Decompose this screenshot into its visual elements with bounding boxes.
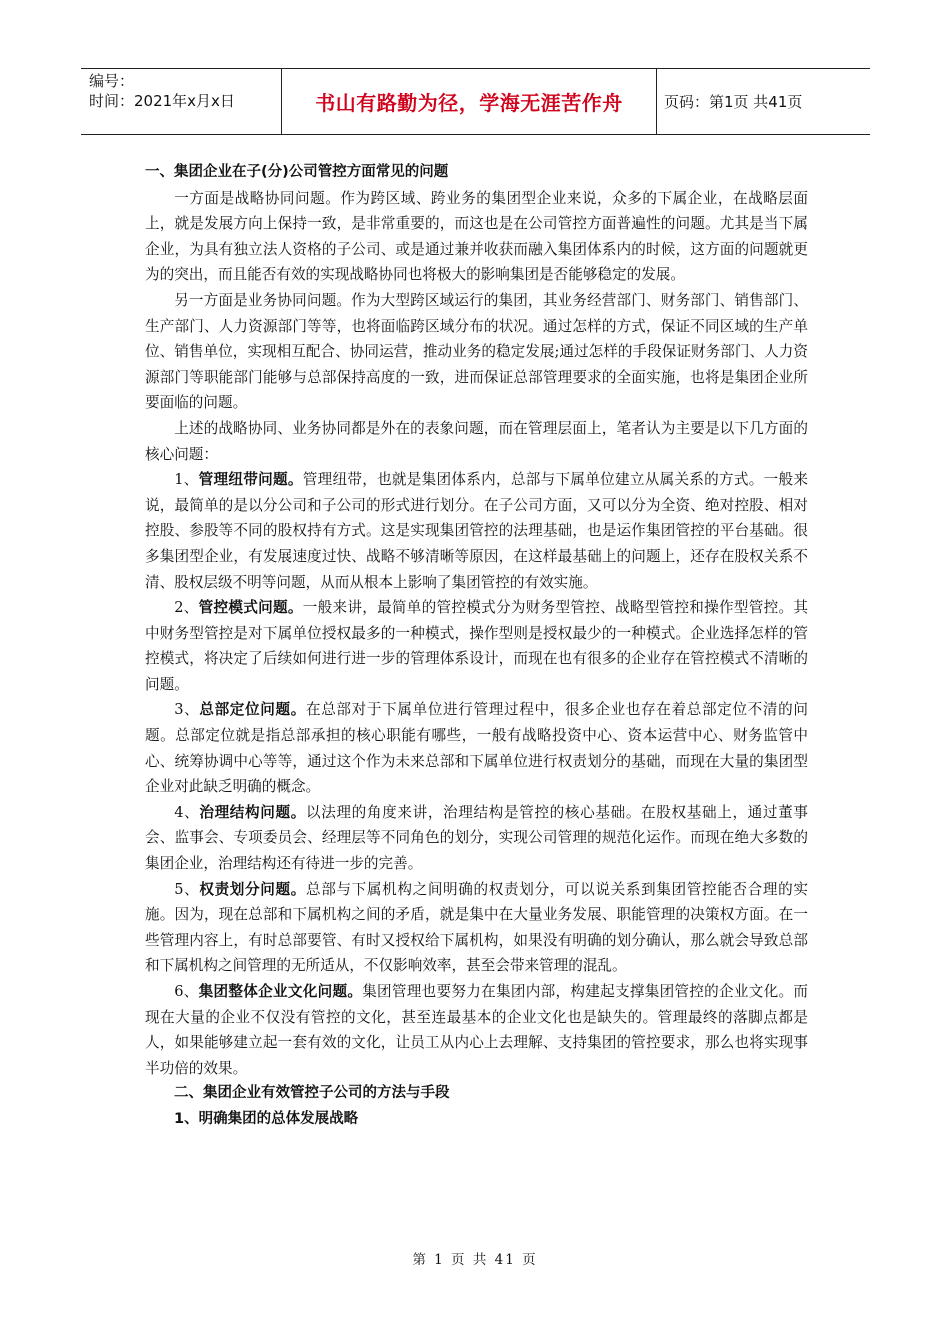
item-text: 总部与下属机构之间明确的权责划分，可以说关系到集团管控能否合理的实施。因为，现在总部和下属机构之间的矛盾，就是集中在大量业务发展、职能管理的决策权方面。在一些管理内容上，有时总部要管、有时又授权给下属机构，如果没有明确的划分确认，那么就会导致总部和下属机构之间管理的无所适从，不仅影响效率，甚至会带来管理的混乱。	[145, 880, 808, 975]
list-item	[145, 697, 808, 799]
paragraph-strategy: 一方面是战略协同问题。作为跨区域、跨业务的集团型企业来说，众多的下属企业，在战略层面上，就是发展方向上保持一致，是非常重要的，而这也是在公司管控方面普遍性的问题。尤其是当下属企业，为具有独立法人资格的子公司、或是通过兼并收获而融入集团体系内的时候，这方面的问题就更为的突出，而且能否有效的实现战略协同也将极大的影响集团是否能够稳定的发展。	[145, 189, 808, 284]
item-text: 集团管理也要努力在集团内部，构建起支撑集团管控的企业文化。而现在大量的企业不仅没有管控的文化，甚至连最基本的企业文化也是缺失的。管理最终的落脚点都是人，如果能够建立起一套有效的文化，让员工从内心上去理解、支持集团的管控要求，那么也将实现事半功倍的效果。	[145, 983, 808, 1077]
page-indicator: 页码：第1页 共41页	[664, 93, 803, 111]
list-item	[145, 467, 808, 595]
header-meta	[81, 69, 282, 134]
section-1-title: 一、集团企业在子(分)公司管控方面常见的问题	[145, 164, 449, 180]
item-title: 权责划分问题。	[199, 880, 306, 898]
item-text: 在总部对于下属单位进行管理过程中，很多企业也存在着总部定位不清的问题。总部定位就是指总部承担的核心职能有哪些，一般有战略投资中心、资本运营中心、财务监管中心、统筹协调中心等等，通过这个作为未来总部和下属单位进行权责划分的基础，而现在大量的集团型企业对此缺乏明确的概念。	[145, 701, 808, 796]
paragraph-business: 另一方面是业务协同问题。作为大型跨区域运行的集团，其业务经营部门、财务部门、销售部门、生产部门、人力资源部门等等，也将面临跨区域分布的状况。通过怎样的方式，保证不同区域的生产单位、销售单位，实现相互配合、协同运营，推动业务的稳定发展;通过怎样的手段保证财务部门、人力资源部门等职能部门能够与总部保持高度的一致，进而保证总部管理要求的全面实施，也将是集团企业所要面临的问题。	[145, 291, 808, 412]
page-header	[81, 68, 870, 135]
document-body	[145, 160, 808, 1133]
list-item	[145, 979, 808, 1081]
item-title: 治理结构问题。	[199, 803, 306, 821]
item-number: 4、	[174, 803, 200, 821]
header-slogan: 书山有路勤为径，学海无涯苦作舟	[282, 69, 657, 134]
item-title: 管控模式问题。	[198, 599, 303, 617]
item-text: 一般来讲，最简单的管控模式分为财务型管控、战略型管控和操作型管控。其中财务型管控是对下属单位授权最多的一种模式，操作型则是授权最少的一种模式。企业选择怎样的管控模式，将决定了后续如何进行进一步的管理体系设计，而现在也有很多的企业存在管控模式不清晰的问题。	[145, 599, 808, 693]
paragraph-core-issues: 上述的战略协同、业务协同都是外在的表象问题，而在管理层面上，笔者认为主要是以下几方面的核心问题：	[145, 419, 808, 463]
item-number: 3、	[174, 701, 200, 719]
time-label: 时间：2021年x月x日	[89, 92, 235, 110]
section-2-title: 二、集团企业有效管控子公司的方法与手段	[174, 1085, 450, 1102]
item-title: 总部定位问题。	[199, 701, 306, 719]
item-text: 以法理的角度来讲，治理结构是管控的核心基础。在股权基础上，通过董事会、监事会、专项委员会、经理层等不同角色的划分，实现公司管理的规范化运作。而现在绝大多数的集团企业，治理结构还有待进一步的完善。	[145, 803, 808, 873]
item-number: 2、	[174, 599, 199, 617]
item-number: 6、	[174, 983, 199, 1000]
item-number: 1、	[174, 471, 199, 489]
list-item	[145, 595, 808, 697]
item-title: 集团整体企业文化问题。	[198, 983, 363, 1000]
item-text: 管理纽带，也就是集团体系内，总部与下属单位建立从属关系的方式。一般来说，最简单的是以分公司和子公司的形式进行划分。在子公司方面，又可以分为全资、绝对控股、相对控股、参股等不同的股权持有方式。这是实现集团管控的法理基础，也是运作集团管控的平台基础。很多集团型企业，有发展速度过快、战略不够清晰等原因，在这样最基础上的问题上，还存在股权关系不清、股权层级不明等问题，从而从根本上影响了集团管控的有效实施。	[145, 471, 808, 591]
page-footer: 第 1 页 共 41 页	[412, 1252, 538, 1268]
item-title: 管理纽带问题。	[198, 471, 303, 489]
number-label: 编号：	[89, 72, 135, 90]
section-2-subtitle: 1、明确集团的总体发展战略	[174, 1110, 359, 1127]
item-number: 5、	[174, 880, 200, 898]
list-item	[145, 800, 808, 877]
list-item	[145, 877, 808, 979]
